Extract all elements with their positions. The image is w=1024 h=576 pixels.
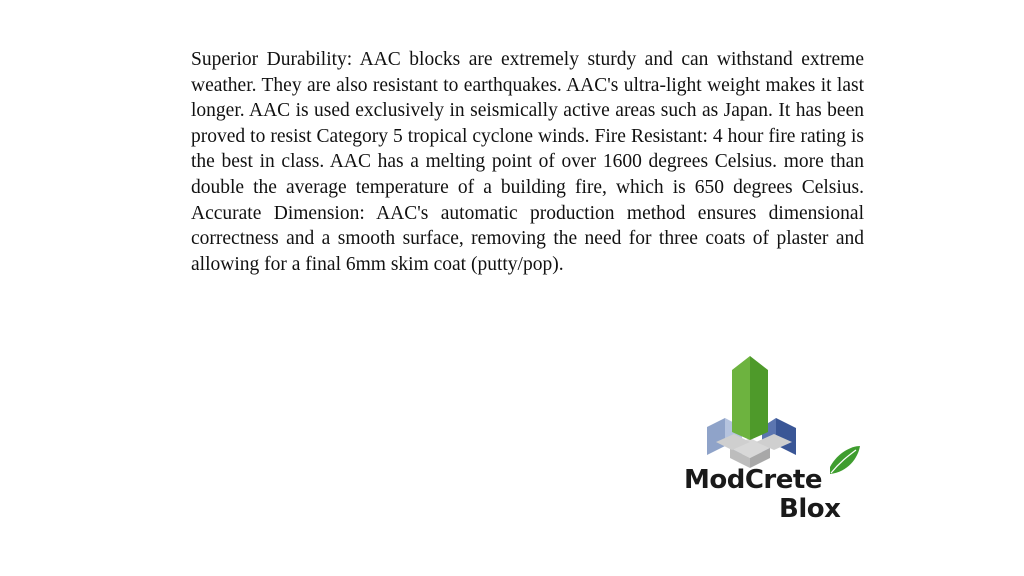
body-paragraph: Superior Durability: AAC blocks are extremely sturdy and can withstand extreme weather. They are also resistant to earthquakes. AAC's ultra-light weight makes it last longer. AAC is used exclusively in seismically active areas such as Japan. It has been proved to resist Category 5 tropical cyclone winds. Fire Resistant: 4 hour fire rating is the best in class. AAC has a melting point of over 1600 degrees Celsius. more than double the average temperature of a building fire, which is 650 degrees Celsius. Accurate Dimension: AAC's automatic production method ensures dimensional correctness and a smooth surface, removing the need for three coats of plaster and allowing for a final 6mm skim coat (putty/pop). (191, 49, 864, 275)
logo-text-blox: Blox (779, 494, 841, 524)
blocks-logo-icon (680, 352, 865, 482)
logo-text-modcrete: ModCrete (684, 465, 822, 495)
modcrete-blox-logo (680, 352, 865, 527)
green-tower-right (750, 356, 768, 440)
left-block-front (707, 418, 725, 455)
green-tower-left (732, 356, 750, 440)
